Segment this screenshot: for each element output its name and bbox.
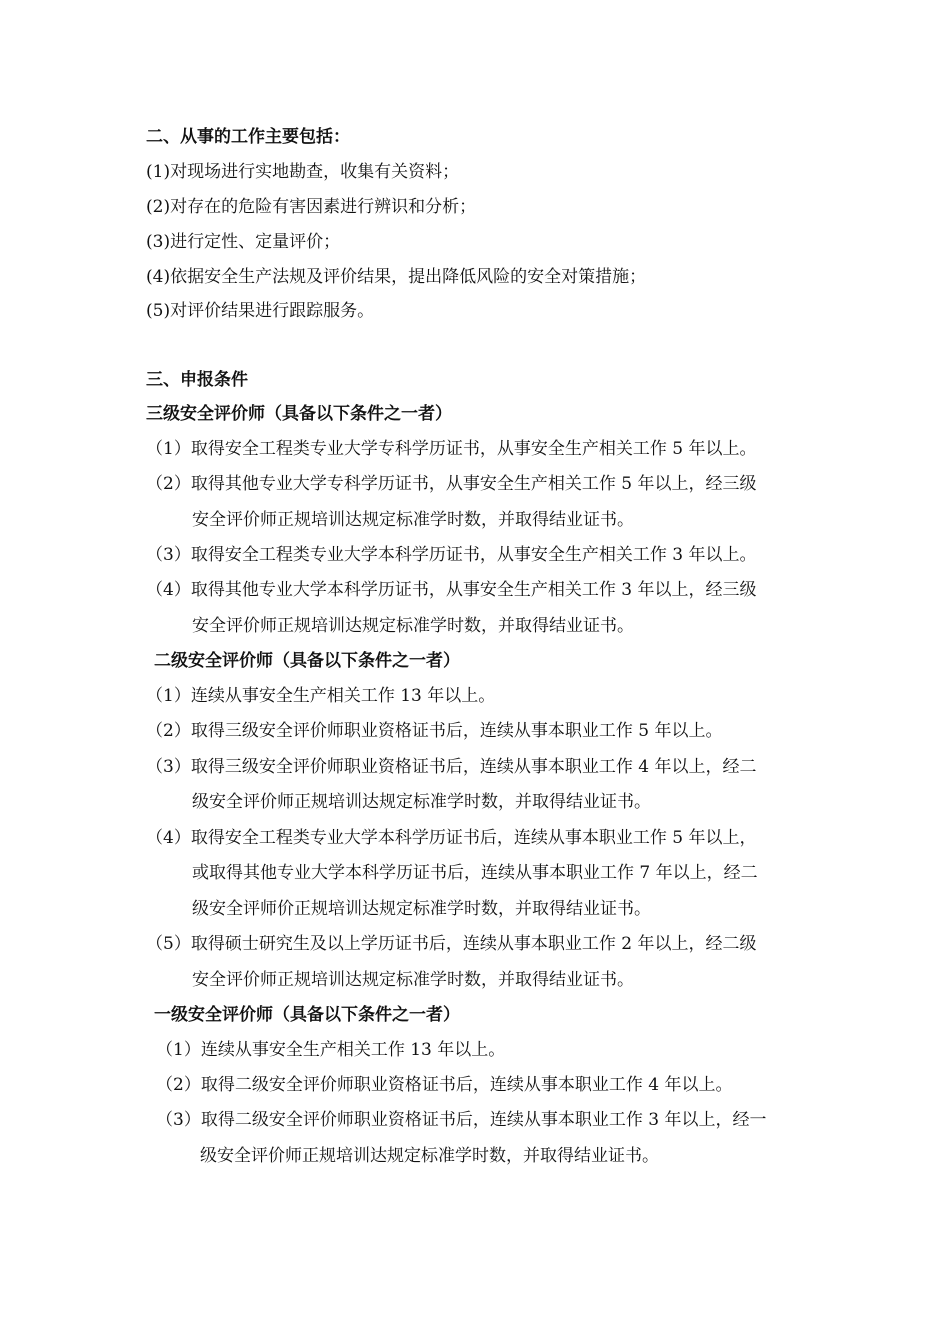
condition-item-continuation: 安全评价师正规培训达规定标准学时数，并取得结业证书。 [192,510,634,530]
list-item: (2)对存在的危险有害因素进行辨识和分析； [146,197,477,217]
condition-item: （3）取得二级安全评价师职业资格证书后，连续从事本职业工作 3 年以上，经一 [156,1110,767,1130]
condition-item: （1）连续从事安全生产相关工作 13 年以上。 [156,1040,506,1060]
list-item: (4)依据安全生产法规及评价结果，提出降低风险的安全对策措施； [146,267,647,287]
section-heading-conditions: 三、申报条件 [146,370,248,390]
condition-item: （2）取得二级安全评价师职业资格证书后，连续从事本职业工作 4 年以上。 [156,1075,733,1095]
condition-item: （2）取得其他专业大学专科学历证书，从事安全生产相关工作 5 年以上，经三级 [146,474,757,494]
condition-item-continuation: 安全评价师正规培训达规定标准学时数，并取得结业证书。 [192,616,634,636]
condition-item: （4）取得其他专业大学本科学历证书，从事安全生产相关工作 3 年以上，经三级 [146,580,757,600]
condition-item: （2）取得三级安全评价师职业资格证书后，连续从事本职业工作 5 年以上。 [146,721,723,741]
level3-title: 三级安全评价师（具备以下条件之一者） [146,404,452,424]
condition-item-continuation: 级安全评价师正规培训达规定标准学时数，并取得结业证书。 [192,792,651,812]
level1-title: 一级安全评价师（具备以下条件之一者） [154,1005,460,1025]
level2-title: 二级安全评价师（具备以下条件之一者） [154,651,460,671]
list-item: (1)对现场进行实地勘查，收集有关资料； [146,162,460,182]
condition-item: （1）连续从事安全生产相关工作 13 年以上。 [146,686,496,706]
condition-item-continuation: 级安全评价师正规培训达规定标准学时数，并取得结业证书。 [200,1146,659,1166]
list-item: (3)进行定性、定量评价； [146,232,341,252]
condition-item-continuation: 安全评价师正规培训达规定标准学时数，并取得结业证书。 [192,970,634,990]
list-item: (5)对评价结果进行跟踪服务。 [146,301,375,321]
condition-item-continuation: 级安全评师价正规培训达规定标准学时数，并取得结业证书。 [192,899,651,919]
condition-item: （3）取得安全工程类专业大学本科学历证书，从事安全生产相关工作 3 年以上。 [146,545,757,565]
condition-item: （4）取得安全工程类专业大学本科学历证书后，连续从事本职业工作 5 年以上， [146,828,757,848]
section-heading-work: 二、从事的工作主要包括： [146,127,350,147]
condition-item: （5）取得硕士研究生及以上学历证书后，连续从事本职业工作 2 年以上，经二级 [146,934,757,954]
condition-item: （3）取得三级安全评价师职业资格证书后，连续从事本职业工作 4 年以上，经二 [146,757,757,777]
condition-item: （1）取得安全工程类专业大学专科学历证书，从事安全生产相关工作 5 年以上。 [146,439,757,459]
condition-item-continuation: 或取得其他专业大学本科学历证书后，连续从事本职业工作 7 年以上，经二 [192,863,758,883]
